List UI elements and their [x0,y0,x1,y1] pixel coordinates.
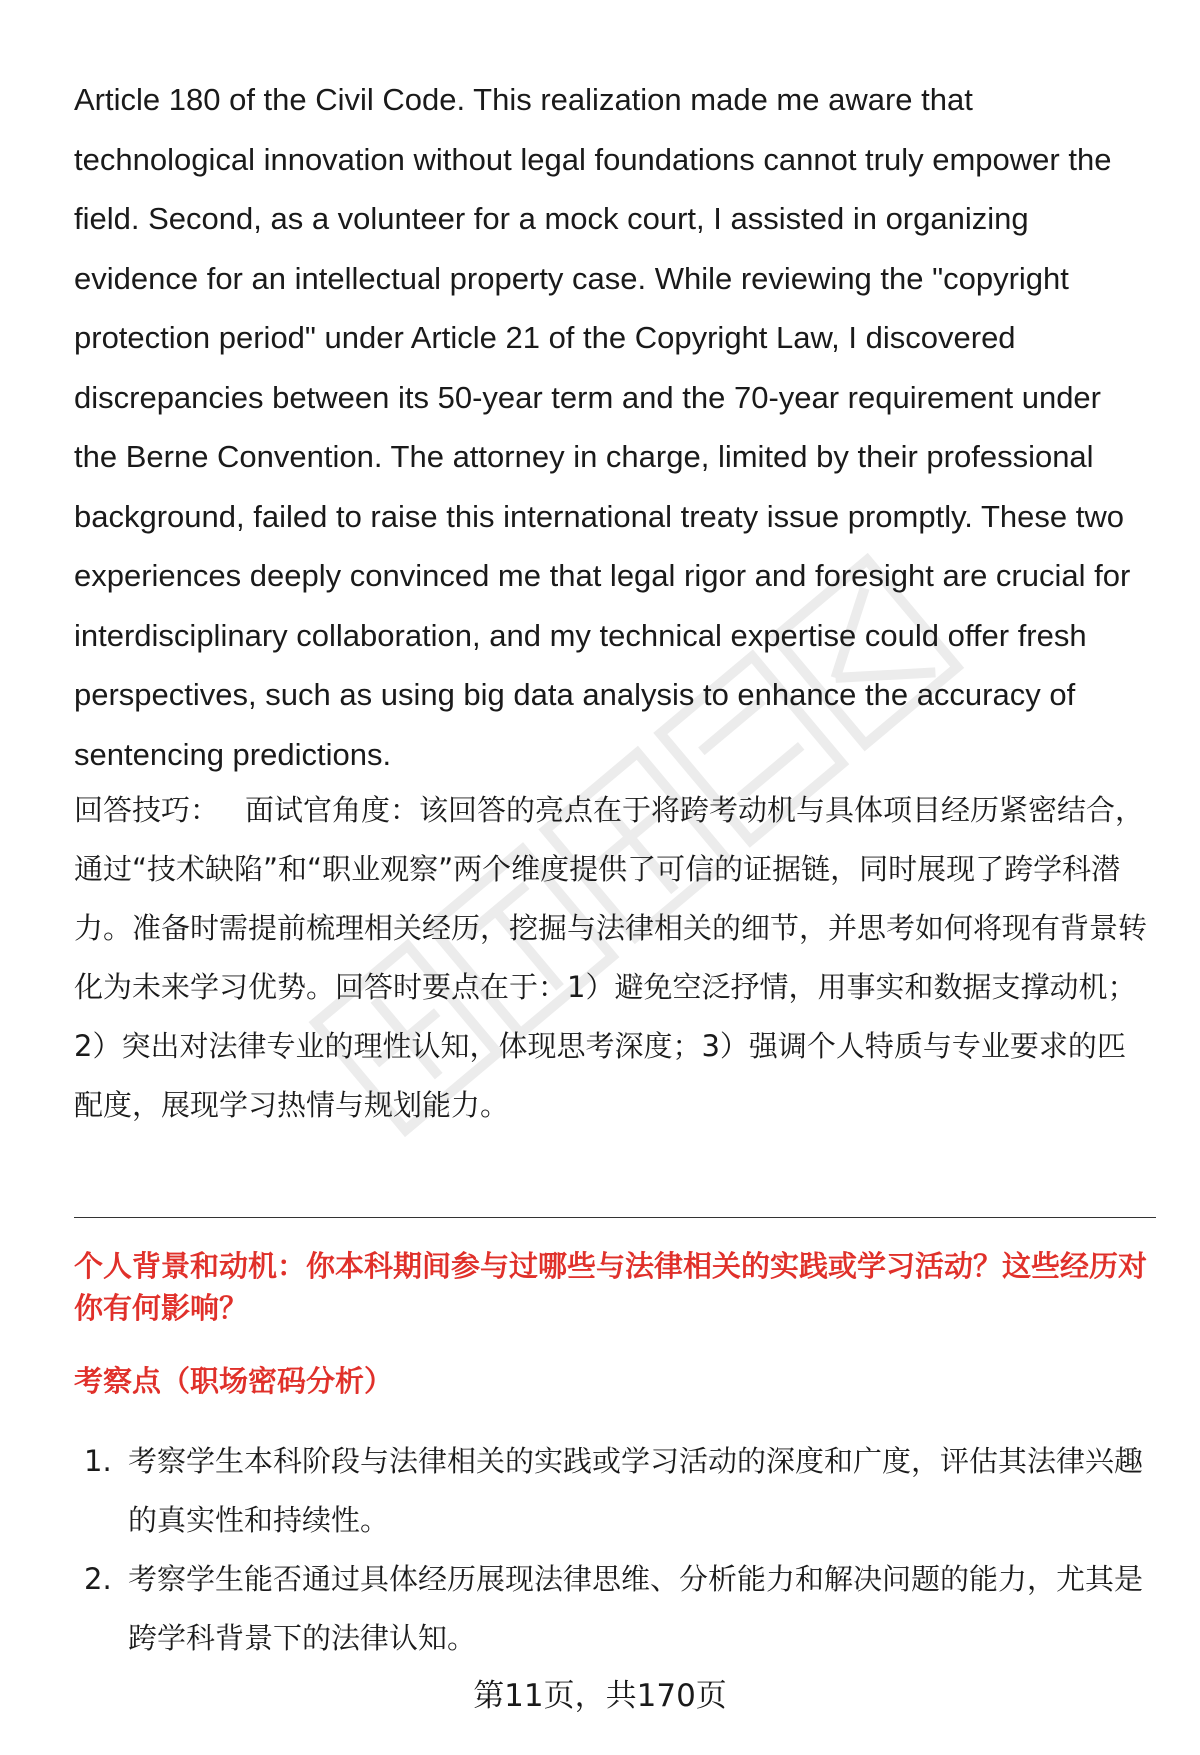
tips-text: 面试官角度：该回答的亮点在于将跨考动机与具体项目经历紧密结合，通过“技术缺陷”和“职业观察”两个维度提供了可信的证据链，同时展现了跨学科潜力。准备时需提前梳理相关经历，挖掘与法律相关的细节，并思考如何将现有背景转化为未来学习优势。回答时要点在于：1）避免空泛抒情，用事实和数据支撑动机；2）突出对法律专业的理性认知，体现思考深度；3）强调个人特质与专业要求的匹配度，展现学习热情与规划能力。 [74,793,1148,1122]
answer-tips [74,781,1154,1135]
assessment-points-list [74,1432,1156,1668]
answer-paragraph: Article 180 of the Civil Code. This realization made me aware that technological innovation without legal foundations cannot truly empower the field. Second, as a volunteer for a mock court, I assisted in organizing evidence for an intellectual property case. While reviewing the "copyright protection period" under Article 21 of the Copyright Law, I discovered discrepancies between its 50-year term and the 70-year requirement under the Berne Convention. The attorney in charge, limited by their professional background, failed to raise this international treaty issue promptly. These two experiences deeply convinced me that legal rigor and foresight are crucial for interdisciplinary collaboration, and my technical expertise could offer fresh perspectives, such as using big data analysis to enhance the accuracy of sentencing predictions. [74,82,1131,772]
list-item-text: 考察学生能否通过具体经历展现法律思维、分析能力和解决问题的能力，尤其是跨学科背景下的法律认知。 [128,1562,1144,1655]
assessment-heading: 考察点（职场密码分析） [74,1364,394,1398]
list-item-number: 1. [84,1444,112,1478]
question-heading: 个人背景和动机：你本科期间参与过哪些与法律相关的实践或学习活动？这些经历对你有何影响？ [74,1249,1148,1325]
list-item [74,1432,1156,1550]
list-item-number: 2. [84,1562,112,1596]
page-number-footer: 第11页，共170页 [473,1678,727,1714]
section-divider [74,1217,1156,1218]
list-item-text: 考察学生本科阶段与法律相关的实践或学习活动的深度和广度，评估其法律兴趣的真实性和持续性。 [128,1444,1144,1537]
list-item [74,1550,1156,1668]
tips-label: 回答技巧： [74,793,220,827]
